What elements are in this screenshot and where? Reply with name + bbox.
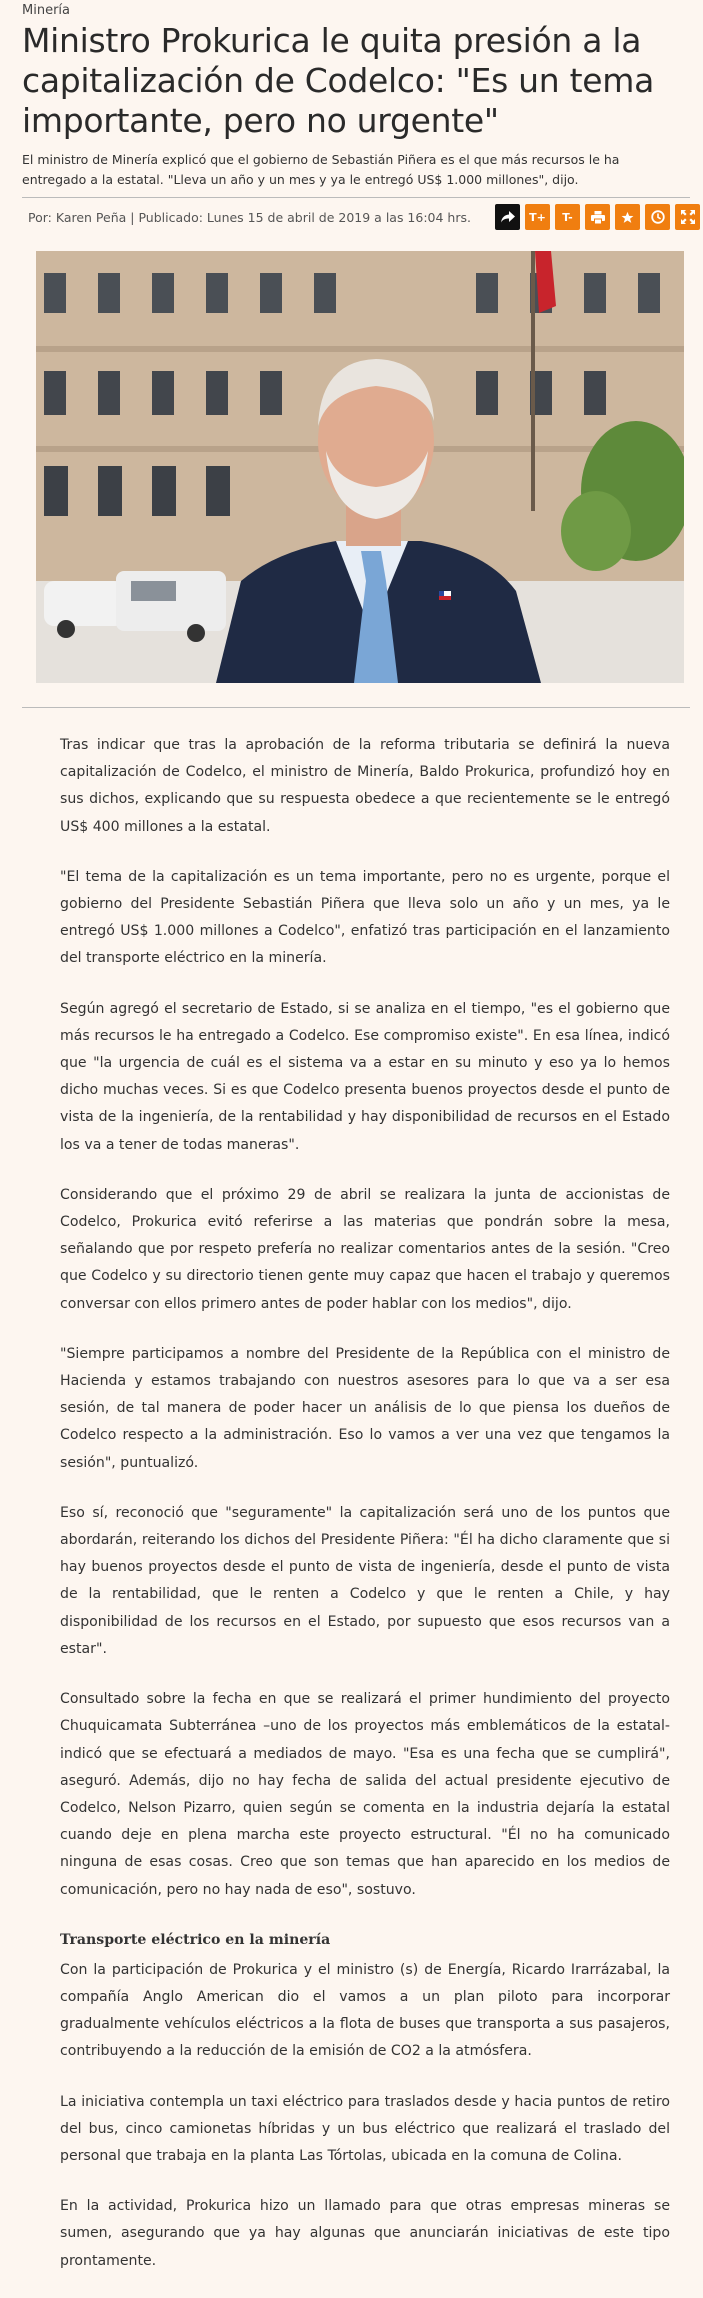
article-paragraph: Tras indicar que tras la aprobación de la reforma tributaria se definirá la nueva capitalización de Codelco, el ministro de Minería, Baldo Prokurica, profundizó hoy en sus dichos, explicando que su respuesta obedece a que recientemente se le entregó US$ 400 millones a la estatal.: [60, 737, 670, 835]
article-paragraph: "Siempre participamos a nombre del Presidente de la República con el ministro de Hacienda y estamos trabajando con nuestros asesores para lo que va a ser esa sesión, de tal manera de poder hacer un análisis de lo que piensa los dueños de Codelco respecto a la administración. Eso lo vamos a ver una vez que tengamos la sesión", puntualizó.: [60, 1345, 670, 1471]
expand-icon: [681, 210, 695, 224]
byline-published: Publicado: Lunes 15 de abril de 2019 a las 16:04 hrs.: [138, 210, 471, 225]
share-arrow-icon: [501, 211, 515, 223]
byline: [28, 210, 471, 225]
article-paragraph: "El tema de la capitalización es un tema importante, pero no es urgente, porque el gobierno del Presidente Sebastián Piñera que lleva solo un año y un mes, ya le entregó US$ 1.000 millones a Codelco", enfatizó tras participación en el lanzamiento del transporte eléctrico en la minería.: [60, 868, 670, 967]
article-body: [60, 732, 670, 2298]
article-toolbar: [495, 204, 700, 230]
article-paragraph: Consultado sobre la fecha en que se realizará el primer hundimiento del proyecto Chuquicamata Subterránea –uno de los proyectos más emblemáticos de la estatal- indicó que se efectuará a mediados de mayo. "Esa es una fecha que se cumplirá", aseguró. Además, dijo no hay fecha de salida del actual presidente ejecutivo de Codelco, Nelson Pizarro, quien según se comenta en la industria dejaría la estatal cuando deje en plena marcha este proyecto estructural. "Él no ha comunicado ninguna de esas cosas. Creo que son temas que han aparecido en los medios de comunicación, pero no hay nada de eso", sostuvo.: [60, 1691, 670, 1898]
byline-author: Por: Karen Peña: [28, 210, 127, 225]
divider: [22, 707, 690, 708]
article-paragraph: Considerando que el próximo 29 de abril se realizara la junta de accionistas de Codelco, Prokurica evitó referirse a las materias que pondrán sobre la mesa, señalando que por respeto prefería no realizar comentarios antes de la sesión. "Creo que Codelco y su directorio tienen gente muy capaz que hacen el trabajo y queremos conversar con ellos primero antes de poder hablar con los medios", dijo.: [60, 1186, 670, 1312]
font-decrease-button[interactable]: T-: [555, 204, 580, 230]
share-button[interactable]: [495, 204, 520, 230]
article-photo: [36, 251, 684, 683]
article-subheading: Transporte eléctrico en la minería: [60, 1931, 331, 1948]
font-increase-button[interactable]: T+: [525, 204, 550, 230]
page-title: Ministro Prokurica le quita presión a la capitalización de Codelco: "Es un tema importante, pero no urgente": [22, 21, 655, 140]
article-paragraph: Con la participación de Prokurica y el ministro (s) de Energía, Ricardo Irarrázabal, la compañía Anglo American dio el vamos a un plan piloto para incorporar gradualmente vehículos eléctricos a la flota de buses que transporta a sus pasajeros, contribuyendo a la reducción de la emisión de CO2 a la atmósfera.: [60, 1961, 670, 2060]
print-icon: [591, 211, 605, 224]
byline-separator: |: [130, 210, 139, 225]
star-icon: [621, 211, 634, 224]
article-paragraph: La iniciativa contempla un taxi eléctrico para traslados desde y hacia puntos de retiro del bus, cinco camionetas híbridas y un bus eléctrico que realizará el traslado del personal que trabaja en la planta Las Tórtolas, ubicada en la comuna de Colina.: [60, 2093, 670, 2164]
print-button[interactable]: [585, 204, 610, 230]
fullscreen-button[interactable]: [675, 204, 700, 230]
article-summary: El ministro de Minería explicó que el gobierno de Sebastián Piñera es el que más recursos le ha entregado a la estatal. "Lleva un año y un mes y ya le entregó US$ 1.000 millones", dijo.: [22, 152, 620, 187]
article-paragraph: En la actividad, Prokurica hizo un llamado para que otras empresas mineras se sumen, asegurando que ya hay algunas que anunciarán iniciativas de este tipo prontamente.: [60, 2198, 670, 2269]
article-paragraph: Eso sí, reconoció que "seguramente" la capitalización será uno de los puntos que abordarán, reiterando los dichos del Presidente Piñera: "Él ha dicho claramente que si hay buenos proyectos desde el punto de vista de ingeniería, desde el punto de vista de la rentabilidad, que le renten a Codelco y que le renten a Chile, y hay disponibilidad de los recursos en el Estado, por supuesto que esos recursos van a estar".: [60, 1504, 670, 1657]
article-paragraph: Según agregó el secretario de Estado, si se analiza en el tiempo, "es el gobierno que más recursos le ha entregado a Codelco. Ese compromiso existe". En esa línea, indicó que "la urgencia de cuál es el sistema va a estar en su minuto y eso ya lo hemos dicho muchas veces. Si es que Codelco presenta buenos proyectos desde el punto de vista de la ingeniería, de la rentabilidad y hay disponibilidad de recursos en el Estado los va a tener de todas maneras".: [60, 1000, 670, 1153]
history-button[interactable]: [645, 204, 670, 230]
divider: [22, 197, 690, 198]
clock-icon: [651, 210, 665, 224]
favorite-button[interactable]: [615, 204, 640, 230]
section-label[interactable]: Minería: [22, 3, 70, 18]
